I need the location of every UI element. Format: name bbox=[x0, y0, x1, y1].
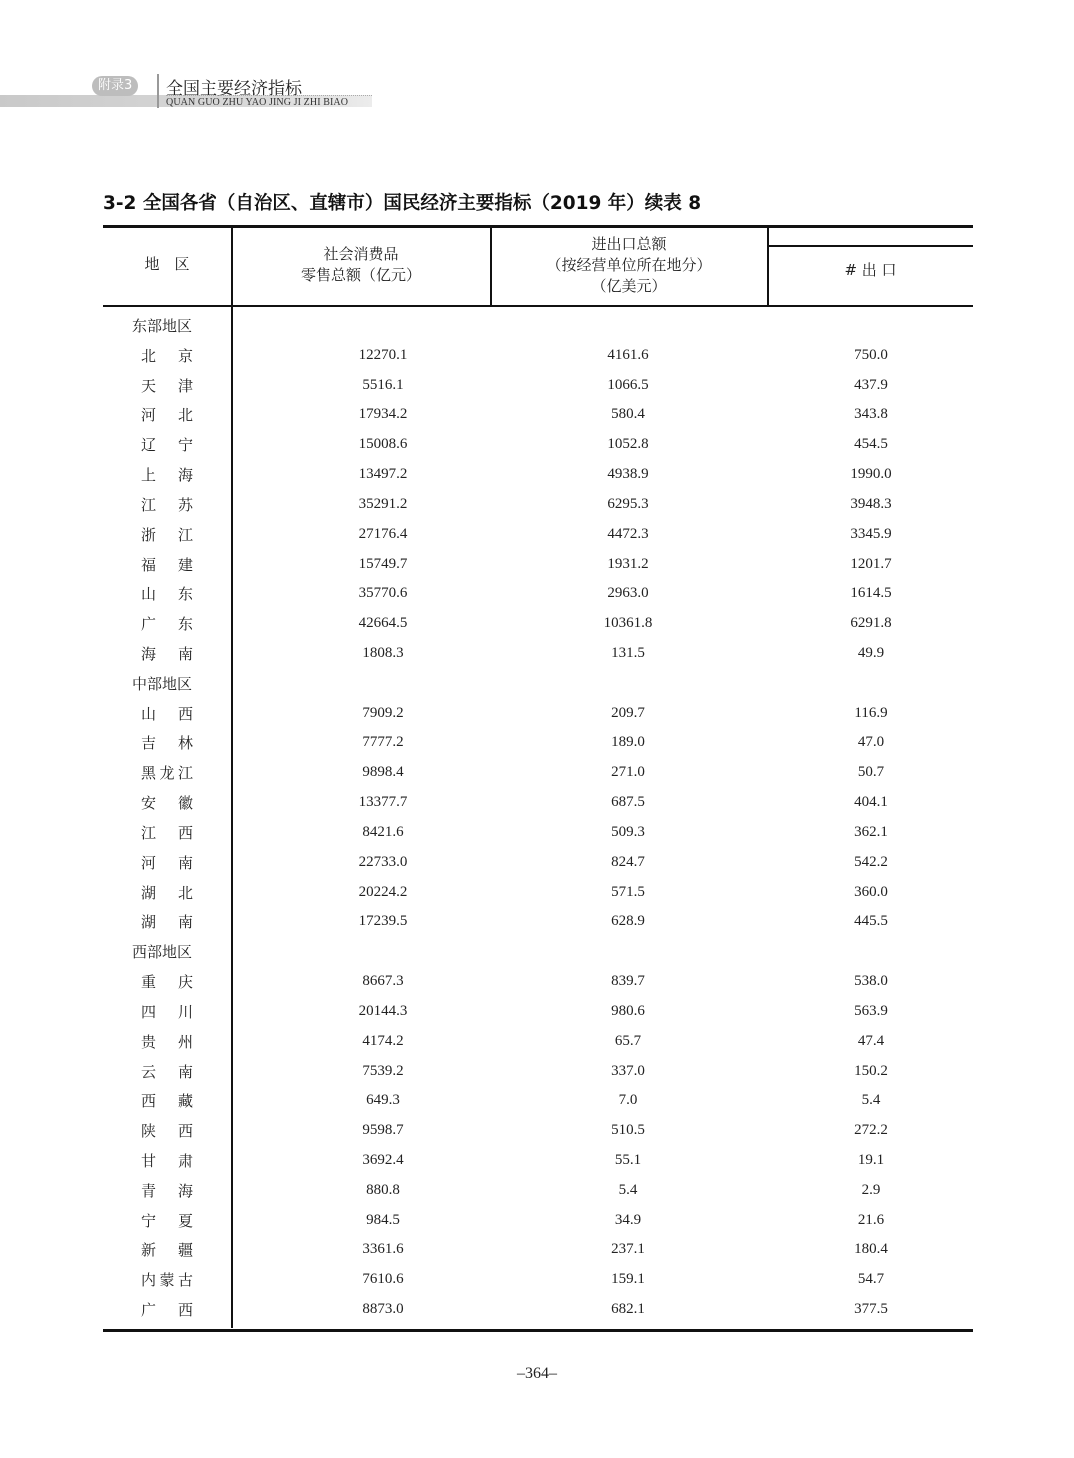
export-value: 21.6 bbox=[857, 1211, 885, 1228]
retail-value: 20224.2 bbox=[358, 883, 408, 900]
trade-value: 209.7 bbox=[611, 704, 645, 721]
table-title: 3-2 全国各省（自治区、直辖市）国民经济主要指标（2019 年）续表 8 bbox=[103, 193, 702, 214]
trade-value: 839.7 bbox=[611, 973, 645, 990]
export-value: 150.2 bbox=[854, 1062, 888, 1079]
table-row bbox=[103, 788, 973, 818]
export-subheader-rule bbox=[768, 245, 973, 247]
retail-value: 5516.1 bbox=[362, 376, 404, 393]
table-row bbox=[103, 907, 973, 937]
section-label: 西部地区 bbox=[132, 943, 193, 962]
export-value: 404.1 bbox=[854, 794, 888, 811]
col-header-region: 地 区 bbox=[144, 255, 190, 273]
export-value: 3345.9 bbox=[850, 525, 892, 542]
export-value: 3948.3 bbox=[850, 495, 892, 512]
table-row bbox=[103, 1027, 973, 1057]
region-name: 西 藏 bbox=[141, 1092, 193, 1111]
export-value: 2.9 bbox=[861, 1181, 881, 1198]
section-row bbox=[103, 669, 973, 699]
trade-value: 980.6 bbox=[611, 1002, 645, 1019]
region-name: 江 西 bbox=[141, 823, 193, 842]
trade-value: 580.4 bbox=[611, 406, 645, 423]
export-value: 1990.0 bbox=[850, 466, 892, 483]
region-name: 重 庆 bbox=[141, 973, 193, 992]
table-row bbox=[103, 460, 973, 490]
export-value: 542.2 bbox=[854, 853, 888, 870]
region-name: 陕 西 bbox=[141, 1122, 193, 1141]
section-label: 中部地区 bbox=[132, 674, 193, 693]
retail-value: 22733.0 bbox=[358, 853, 408, 870]
table-row bbox=[103, 699, 973, 729]
retail-value: 15749.7 bbox=[358, 555, 408, 572]
trade-value: 34.9 bbox=[614, 1211, 642, 1228]
header-divider bbox=[157, 74, 159, 108]
table-bottom-rule bbox=[103, 1329, 973, 1332]
table-row bbox=[103, 371, 973, 401]
export-value: 180.4 bbox=[854, 1241, 888, 1258]
table-row bbox=[103, 1086, 973, 1116]
region-name: 浙 江 bbox=[141, 525, 193, 544]
table-row bbox=[103, 490, 973, 520]
trade-value: 4938.9 bbox=[607, 466, 649, 483]
table-row bbox=[103, 520, 973, 550]
export-value: 360.0 bbox=[854, 883, 888, 900]
region-name: 江 苏 bbox=[141, 495, 193, 514]
trade-value: 271.0 bbox=[611, 764, 645, 781]
trade-value: 55.1 bbox=[614, 1151, 642, 1168]
region-name: 山 东 bbox=[141, 585, 193, 604]
trade-value: 7.0 bbox=[618, 1092, 638, 1109]
export-value: 362.1 bbox=[854, 823, 888, 840]
table-row bbox=[103, 639, 973, 669]
export-value: 50.7 bbox=[857, 764, 885, 781]
page-number: –364– bbox=[517, 1365, 557, 1382]
export-value: 47.0 bbox=[857, 734, 885, 751]
retail-value: 27176.4 bbox=[358, 525, 408, 542]
region-name: 福 建 bbox=[141, 555, 193, 574]
table-row bbox=[103, 848, 973, 878]
col-header-trade-line3: （亿美元） bbox=[591, 277, 667, 295]
region-name: 天 津 bbox=[141, 376, 193, 395]
export-value: 1201.7 bbox=[850, 555, 892, 572]
retail-value: 17239.5 bbox=[358, 913, 408, 930]
region-name: 河 北 bbox=[141, 406, 193, 425]
table-row bbox=[103, 1146, 973, 1176]
region-name: 湖 南 bbox=[141, 913, 193, 932]
retail-value: 7777.2 bbox=[362, 734, 404, 751]
retail-value: 12270.1 bbox=[358, 346, 408, 363]
region-name: 海 南 bbox=[141, 645, 193, 664]
region-name: 四 川 bbox=[141, 1002, 193, 1021]
table-row bbox=[103, 1176, 973, 1206]
table-row bbox=[103, 1206, 973, 1236]
region-name: 山 西 bbox=[141, 704, 193, 723]
region-name: 辽 宁 bbox=[141, 436, 193, 455]
trade-value: 824.7 bbox=[611, 853, 645, 870]
table-row bbox=[103, 1265, 973, 1295]
trade-value: 6295.3 bbox=[607, 495, 649, 512]
trade-value: 65.7 bbox=[614, 1032, 642, 1049]
export-value: 54.7 bbox=[857, 1271, 885, 1288]
col-header-trade bbox=[491, 234, 767, 297]
table-row bbox=[103, 400, 973, 430]
retail-value: 20144.3 bbox=[358, 1002, 408, 1019]
region-name: 安 徽 bbox=[141, 794, 193, 813]
retail-value: 15008.6 bbox=[358, 436, 408, 453]
table-top-rule bbox=[103, 225, 973, 228]
retail-value: 7909.2 bbox=[362, 704, 404, 721]
trade-value: 628.9 bbox=[611, 913, 645, 930]
trade-value: 4472.3 bbox=[607, 525, 649, 542]
region-name: 上 海 bbox=[141, 466, 193, 485]
export-value: 563.9 bbox=[854, 1002, 888, 1019]
retail-value: 3361.6 bbox=[362, 1241, 404, 1258]
region-name: 内蒙古 bbox=[141, 1271, 193, 1290]
region-name: 北 京 bbox=[141, 346, 193, 365]
table-row bbox=[103, 1235, 973, 1265]
region-name: 黑龙江 bbox=[141, 764, 193, 783]
retail-value: 8873.0 bbox=[362, 1301, 404, 1318]
section-row bbox=[103, 311, 973, 341]
region-name: 宁 夏 bbox=[141, 1211, 193, 1230]
region-name: 湖 北 bbox=[141, 883, 193, 902]
region-name: 河 南 bbox=[141, 853, 193, 872]
table-row bbox=[103, 1116, 973, 1146]
region-name: 新 疆 bbox=[141, 1241, 193, 1260]
table-row bbox=[103, 997, 973, 1027]
trade-value: 5.4 bbox=[618, 1181, 638, 1198]
export-value: 1614.5 bbox=[850, 585, 892, 602]
retail-value: 35770.6 bbox=[358, 585, 408, 602]
trade-value: 687.5 bbox=[611, 794, 645, 811]
table-row bbox=[103, 609, 973, 639]
table-row bbox=[103, 430, 973, 460]
export-value: 47.4 bbox=[857, 1032, 885, 1049]
region-name: 广 西 bbox=[141, 1301, 193, 1320]
retail-value: 13497.2 bbox=[358, 466, 408, 483]
retail-value: 35291.2 bbox=[358, 495, 408, 512]
header-subtitle: QUAN GUO ZHU YAO JING JI ZHI BIAO bbox=[166, 97, 349, 108]
region-name: 青 海 bbox=[141, 1181, 193, 1200]
export-value: 116.9 bbox=[854, 704, 888, 721]
table-row bbox=[103, 967, 973, 997]
trade-value: 510.5 bbox=[611, 1122, 645, 1139]
retail-value: 1808.3 bbox=[362, 645, 404, 662]
col-header-retail-line2: 零售总额（亿元） bbox=[300, 266, 421, 284]
retail-value: 880.8 bbox=[366, 1181, 400, 1198]
table-row bbox=[103, 550, 973, 580]
col-header-retail-line1: 社会消费品 bbox=[323, 245, 399, 263]
retail-value: 8667.3 bbox=[362, 973, 404, 990]
retail-value: 13377.7 bbox=[358, 794, 408, 811]
region-name: 贵 州 bbox=[141, 1032, 193, 1051]
export-value: 445.5 bbox=[854, 913, 888, 930]
export-value: 272.2 bbox=[854, 1122, 888, 1139]
retail-value: 7610.6 bbox=[362, 1271, 404, 1288]
retail-value: 9598.7 bbox=[362, 1122, 404, 1139]
export-value: 377.5 bbox=[854, 1301, 888, 1318]
export-value: 343.8 bbox=[854, 406, 888, 423]
trade-value: 159.1 bbox=[611, 1271, 645, 1288]
retail-value: 649.3 bbox=[366, 1092, 400, 1109]
trade-value: 189.0 bbox=[611, 734, 645, 751]
col-header-export: # 出 口 bbox=[844, 261, 897, 279]
region-name: 云 南 bbox=[141, 1062, 193, 1081]
retail-value: 9898.4 bbox=[362, 764, 404, 781]
header-bottom-rule bbox=[103, 305, 973, 307]
retail-value: 7539.2 bbox=[362, 1062, 404, 1079]
retail-value: 17934.2 bbox=[358, 406, 408, 423]
col-header-trade-line2: （按经营单位所在地分） bbox=[546, 256, 712, 274]
table-row bbox=[103, 341, 973, 371]
trade-value: 1931.2 bbox=[607, 555, 649, 572]
trade-value: 1052.8 bbox=[607, 436, 649, 453]
section-row bbox=[103, 937, 973, 967]
export-value: 437.9 bbox=[854, 376, 888, 393]
trade-value: 682.1 bbox=[611, 1301, 645, 1318]
table-row bbox=[103, 818, 973, 848]
section-label: 东部地区 bbox=[132, 317, 193, 335]
export-value: 454.5 bbox=[854, 436, 888, 453]
table-row bbox=[103, 579, 973, 609]
retail-value: 42664.5 bbox=[358, 615, 408, 632]
region-name: 广 东 bbox=[141, 615, 193, 634]
table-row bbox=[103, 1295, 973, 1325]
export-value: 750.0 bbox=[854, 346, 888, 363]
retail-value: 4174.2 bbox=[362, 1032, 404, 1049]
trade-value: 131.5 bbox=[611, 645, 645, 662]
header-title: 全国主要经济指标 bbox=[166, 79, 302, 99]
trade-value: 571.5 bbox=[611, 883, 645, 900]
appendix-badge: 附录3 bbox=[92, 76, 138, 96]
retail-value: 8421.6 bbox=[362, 823, 404, 840]
trade-value: 1066.5 bbox=[607, 376, 649, 393]
trade-value: 237.1 bbox=[611, 1241, 645, 1258]
export-value: 6291.8 bbox=[850, 615, 892, 632]
col-header-trade-line1: 进出口总额 bbox=[591, 235, 667, 253]
region-name: 甘 肃 bbox=[141, 1151, 193, 1170]
trade-value: 10361.8 bbox=[603, 615, 653, 632]
export-value: 19.1 bbox=[857, 1151, 885, 1168]
export-value: 5.4 bbox=[861, 1092, 881, 1109]
table-row bbox=[103, 878, 973, 908]
table-row bbox=[103, 728, 973, 758]
region-name: 吉 林 bbox=[141, 734, 193, 753]
retail-value: 984.5 bbox=[366, 1211, 400, 1228]
table-row bbox=[103, 758, 973, 788]
export-value: 538.0 bbox=[854, 973, 888, 990]
trade-value: 509.3 bbox=[611, 823, 645, 840]
trade-value: 4161.6 bbox=[607, 346, 649, 363]
col-header-retail bbox=[232, 244, 490, 286]
trade-value: 2963.0 bbox=[607, 585, 649, 602]
trade-value: 337.0 bbox=[611, 1062, 645, 1079]
table-row bbox=[103, 1057, 973, 1087]
header-dotted-rule bbox=[166, 95, 372, 96]
retail-value: 3692.4 bbox=[362, 1151, 404, 1168]
export-value: 49.9 bbox=[857, 645, 885, 662]
